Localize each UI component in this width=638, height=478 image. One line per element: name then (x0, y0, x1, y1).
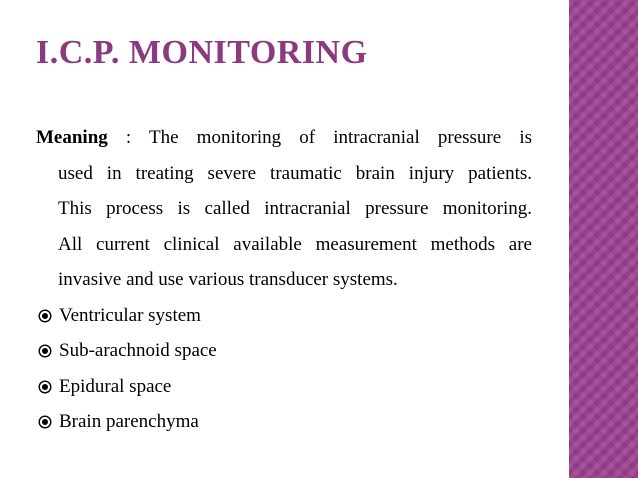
meaning-text-1: : The monitoring of intracranial pressure is (107, 127, 532, 148)
bullet-text: Ventricular system (59, 304, 201, 326)
bullet-item (36, 298, 532, 334)
circled-dot-bullet-icon (38, 309, 52, 323)
bullet-text: Epidural space (59, 375, 172, 397)
bullet-item (36, 369, 532, 405)
circled-dot-bullet-icon (38, 380, 52, 394)
circled-dot-bullet-icon (38, 415, 52, 429)
meaning-line-4: All current clinical available measurement methods are (58, 233, 532, 255)
bullet-list (36, 298, 532, 440)
meaning-paragraph (36, 120, 532, 298)
meaning-line-3: This process is called intracranial pressure monitoring. (58, 198, 532, 219)
bullet-text: Sub-arachnoid space (59, 340, 217, 361)
meaning-line-5: invasive and use various transducer systems. (58, 269, 398, 290)
bullet-text: Brain parenchyma (59, 411, 199, 432)
meaning-label: Meaning (36, 127, 108, 148)
bullet-item (36, 404, 532, 440)
circled-dot-bullet-icon (38, 344, 52, 358)
side-gap (562, 0, 569, 478)
slide-content (36, 120, 532, 440)
slide-title: I.C.P. MONITORING (36, 34, 368, 71)
decorative-side-band (569, 0, 638, 478)
bullet-item (36, 333, 532, 369)
meaning-line-1 (36, 120, 532, 156)
meaning-line-2: used in treating severe traumatic brain injury patients. (58, 162, 532, 184)
